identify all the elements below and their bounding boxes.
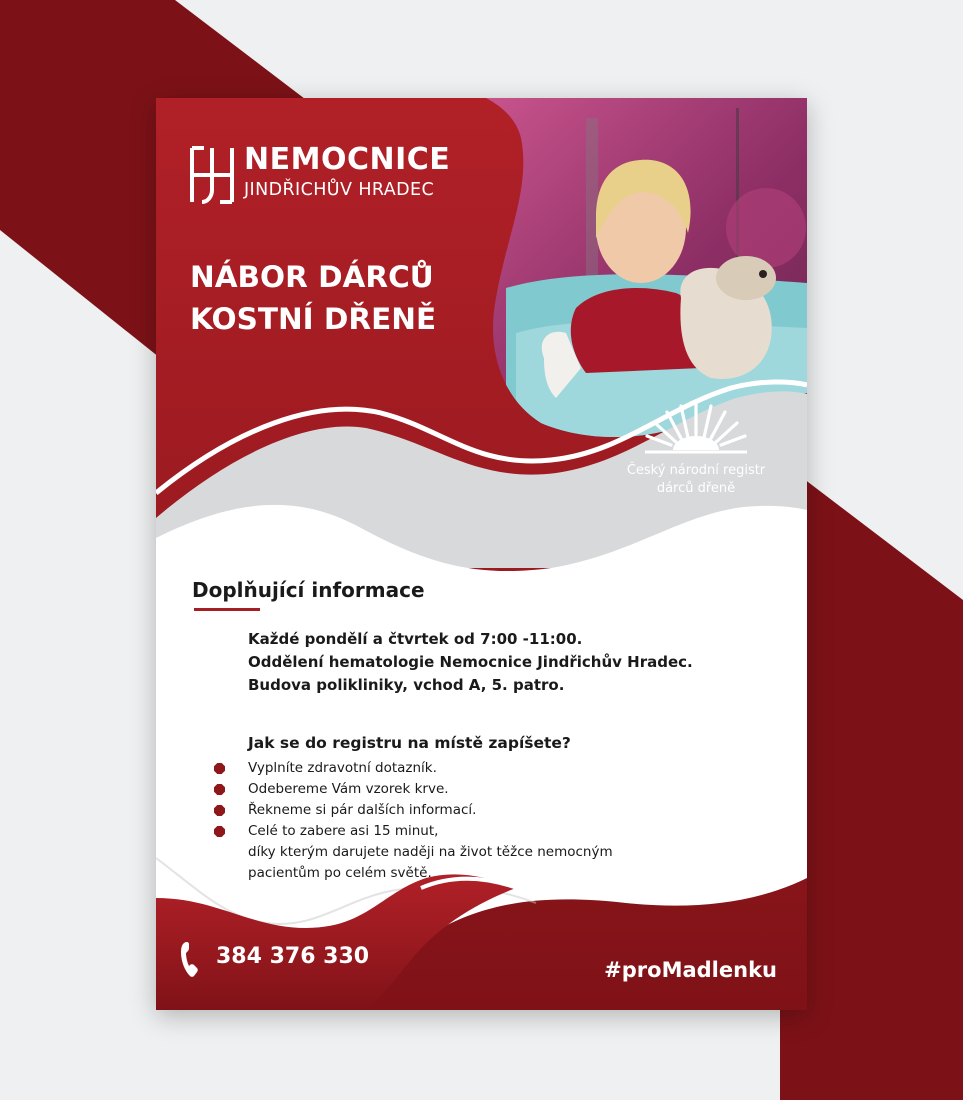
bullet-icon [214, 763, 225, 774]
page-title-line2: KOSTNÍ DŘENĚ [190, 302, 437, 336]
hashtag: #proMadlenku [604, 958, 777, 982]
poster [156, 98, 807, 1010]
step-line: Řekneme si pár dalších informací. [248, 802, 477, 818]
bullet-icon [214, 805, 225, 816]
phone-icon [180, 940, 202, 978]
step-line: díky kterým darujete naději na život těžce nemocným [248, 844, 613, 860]
step-text [248, 758, 613, 779]
phone-number: 384 376 330 [216, 944, 370, 969]
step-line: pacientům po celém světě. [248, 865, 432, 881]
info-heading: Doplňující informace [192, 578, 425, 602]
schedule-detail: Oddělení hematologie Nemocnice Jindřichův Hradec. [248, 653, 693, 671]
step-line: Vyplníte zdravotní dotazník. [248, 760, 437, 776]
registry-name-line1: Český národní registr [626, 463, 766, 478]
registry-name [611, 462, 781, 498]
signup-step [214, 800, 613, 821]
registry-name-line2: dárců dřeně [656, 481, 736, 496]
signup-steps [214, 758, 613, 884]
bullet-icon [214, 784, 225, 795]
step-text [248, 800, 613, 821]
signup-step [214, 779, 613, 800]
signup-heading: Jak se do registru na místě zapíšete? [248, 734, 571, 752]
registry-logo [611, 398, 781, 498]
page-title [190, 256, 510, 340]
step-line: Odebereme Vám vzorek krve. [248, 781, 449, 797]
schedule-details [248, 628, 693, 697]
heading-underline [194, 608, 260, 611]
schedule-detail: Budova polikliniky, vchod A, 5. patro. [248, 676, 565, 694]
bullet-icon [214, 826, 225, 837]
hospital-name: NEMOCNICE [244, 142, 451, 177]
page-title-line1: NÁBOR DÁRCŮ [190, 260, 434, 294]
hospital-city: JINDŘICHŮV HRADEC [244, 180, 435, 200]
schedule-detail: Každé pondělí a čtvrtek od 7:00 -11:00. [248, 630, 583, 648]
step-text [248, 821, 613, 884]
step-text [248, 779, 613, 800]
hospital-logo-mark-icon [188, 144, 236, 206]
signup-step [214, 821, 613, 884]
signup-step [214, 758, 613, 779]
sunrise-icon [643, 398, 749, 456]
background-diagonal-lower [780, 700, 963, 1100]
step-line: Celé to zabere asi 15 minut, [248, 823, 439, 839]
child-photo [476, 98, 807, 438]
